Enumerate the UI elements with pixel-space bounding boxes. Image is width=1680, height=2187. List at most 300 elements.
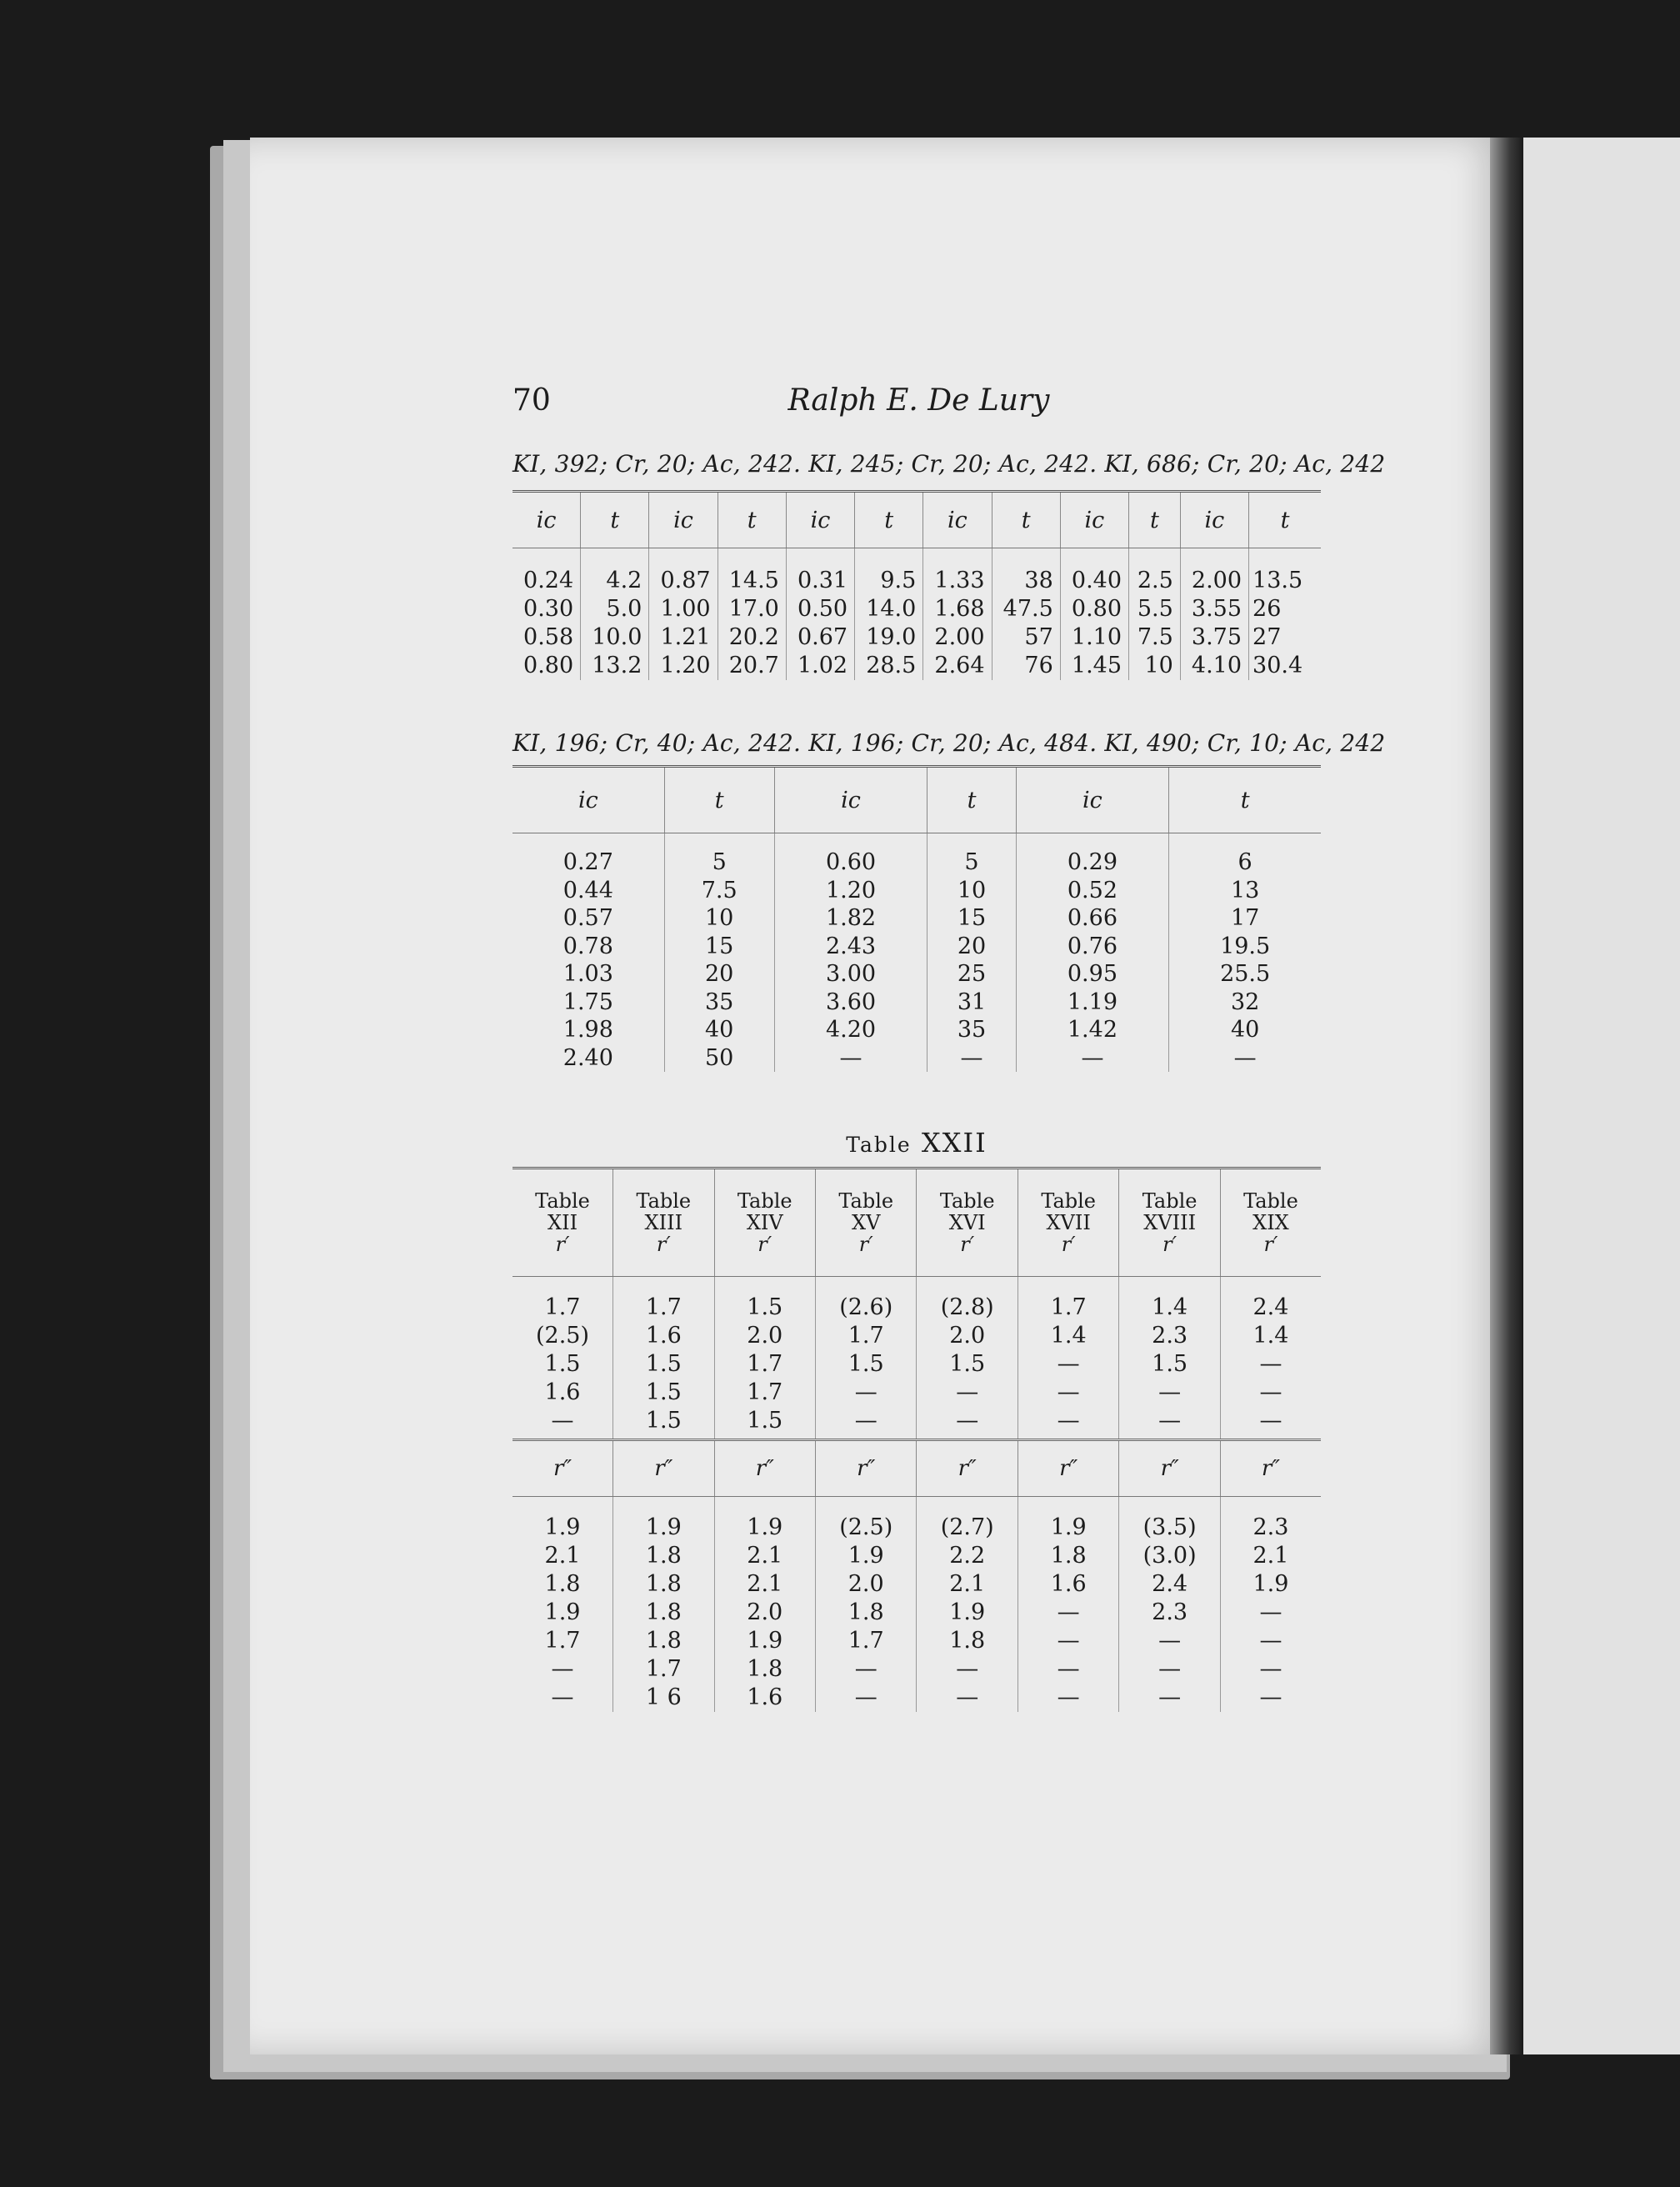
table1-cell: 0.40 bbox=[1060, 567, 1128, 595]
table2-cell: 0.52 bbox=[1016, 877, 1169, 905]
table22-cell: 1.7 bbox=[816, 1627, 917, 1655]
table1-cell: 2.00 bbox=[1180, 567, 1248, 595]
table22-cell: 2.1 bbox=[714, 1570, 815, 1599]
table2-caption: KI, 196; Cr, 40; Ac, 242. KI, 196; Cr, 20; Ac, 484. KI, 490; Cr, 10; Ac, 242 bbox=[512, 729, 1386, 757]
running-head: Ralph E. De Lury bbox=[788, 383, 1050, 418]
table22-cell: 1 6 bbox=[613, 1684, 714, 1712]
table22-r2-row bbox=[512, 1570, 1321, 1599]
table22-header-word: Table bbox=[636, 1189, 692, 1213]
table22-spacer-cell bbox=[1119, 1497, 1220, 1514]
table22-cell: 2.3 bbox=[1119, 1322, 1220, 1350]
table2-cell: 3.00 bbox=[774, 960, 928, 988]
page-number: 70 bbox=[512, 383, 551, 418]
table22-cell: — bbox=[1119, 1627, 1220, 1655]
table1-spacer-cell bbox=[992, 548, 1060, 568]
table1-cell: 13.5 bbox=[1252, 568, 1303, 593]
table22-header-word: Table bbox=[939, 1189, 995, 1213]
table1-cell: 10 bbox=[1129, 652, 1181, 680]
table22-cell: 1.6 bbox=[512, 1379, 613, 1407]
facing-page bbox=[1523, 138, 1680, 2054]
table22-cell: 1.5 bbox=[714, 1407, 815, 1435]
table1-cell: 2.00 bbox=[923, 623, 992, 652]
table22-cell: 2.4 bbox=[1252, 1294, 1289, 1320]
table1 bbox=[512, 490, 1321, 680]
table22-spacer-cell bbox=[613, 1497, 714, 1514]
table22-header-cell bbox=[1018, 1169, 1118, 1277]
table1-cell: 3.75 bbox=[1180, 623, 1248, 652]
table22-cell: 1.8 bbox=[613, 1627, 714, 1655]
table22-header-word: Table bbox=[1243, 1189, 1298, 1213]
table22-spacer-cell bbox=[816, 1277, 917, 1294]
table2-spacer-cell bbox=[1016, 833, 1169, 849]
table1-row bbox=[512, 595, 1321, 623]
table1-cell: 76 bbox=[992, 652, 1060, 680]
table22 bbox=[512, 1167, 1321, 1712]
table22-r1-row bbox=[512, 1407, 1321, 1435]
table1-cell: 1.45 bbox=[1060, 652, 1128, 680]
table22-cell: (2.7) bbox=[917, 1514, 1018, 1542]
table22-cell: 1.9 bbox=[714, 1627, 815, 1655]
table2-cell: 17 bbox=[1230, 905, 1260, 931]
table22-r2-label: r″ bbox=[714, 1440, 815, 1497]
table22-cell: 1.7 bbox=[512, 1294, 613, 1322]
table22-cell: 1.5 bbox=[613, 1379, 714, 1407]
table22-cell: — bbox=[816, 1407, 917, 1435]
table1-cell: 20.2 bbox=[718, 623, 786, 652]
table2-cell: 50 bbox=[664, 1044, 774, 1073]
table22-r1-label: r′ bbox=[858, 1233, 873, 1256]
table2-header-row bbox=[512, 767, 1321, 833]
table2-row bbox=[512, 877, 1321, 905]
table22-cell: — bbox=[512, 1684, 613, 1712]
table22-cell: 2.3 bbox=[1119, 1599, 1220, 1627]
table1-cell: 0.58 bbox=[512, 623, 581, 652]
table22-cell: 1.7 bbox=[816, 1322, 917, 1350]
table22-spacer-cell bbox=[512, 1497, 613, 1514]
table2-cell: 32 bbox=[1230, 988, 1260, 1015]
table22-title bbox=[512, 1127, 1321, 1159]
table22-cell: — bbox=[1119, 1684, 1220, 1712]
table22-cell: (2.5) bbox=[512, 1322, 613, 1350]
table22-cell: 1.9 bbox=[714, 1514, 815, 1542]
table1-cell: 13.2 bbox=[581, 652, 649, 680]
table22-r1-row bbox=[512, 1350, 1321, 1379]
table2-header-cell: ic bbox=[774, 767, 928, 833]
table22-cell: 1.8 bbox=[613, 1542, 714, 1570]
table1-cell: 1.68 bbox=[923, 595, 992, 623]
table22-r1-row bbox=[512, 1379, 1321, 1407]
table22-cell: — bbox=[1018, 1627, 1118, 1655]
table22-cell: (2.6) bbox=[816, 1294, 917, 1322]
table22-cell: 1.9 bbox=[613, 1514, 714, 1542]
table22-cell: 1.5 bbox=[1119, 1350, 1220, 1379]
table1-cell: 9.5 bbox=[855, 567, 923, 595]
table1-header-cell: t bbox=[992, 492, 1060, 548]
table2-cell: 19.5 bbox=[1220, 933, 1271, 959]
table22-header-cell bbox=[816, 1169, 917, 1277]
table22-cell: 1.5 bbox=[512, 1350, 613, 1379]
table22-cell: 1.9 bbox=[1252, 1571, 1289, 1597]
table22-cell: — bbox=[1259, 1599, 1282, 1625]
table22-r1-label: r′ bbox=[960, 1233, 975, 1256]
table1-header-cell: t bbox=[1129, 492, 1181, 548]
table1-header-cell: t bbox=[581, 492, 649, 548]
table1-spacer-cell bbox=[581, 548, 649, 568]
table22-r2-row bbox=[512, 1655, 1321, 1684]
table1-cell: 19.0 bbox=[855, 623, 923, 652]
table2-cell: 1.19 bbox=[1016, 988, 1169, 1017]
table2-cell: 1.20 bbox=[774, 877, 928, 905]
table22-cell: — bbox=[1018, 1599, 1118, 1627]
table22-spacer-cell bbox=[1119, 1277, 1220, 1294]
table2-cell: 0.57 bbox=[512, 904, 664, 933]
table22-cell: 1.8 bbox=[917, 1627, 1018, 1655]
table22-cell: 1.8 bbox=[512, 1570, 613, 1599]
table22-spacer-cell bbox=[613, 1277, 714, 1294]
table1-header-cell: ic bbox=[923, 492, 992, 548]
table2-cell: 1.03 bbox=[512, 960, 664, 988]
table22-cell: 1.4 bbox=[1252, 1323, 1289, 1349]
table22-r2-label: r″ bbox=[512, 1440, 613, 1497]
table22-spacer bbox=[512, 1277, 1321, 1294]
table2-cell: — bbox=[774, 1044, 928, 1073]
table22-cell: — bbox=[1018, 1655, 1118, 1684]
table2-cell: 3.60 bbox=[774, 988, 928, 1017]
table1-spacer-cell bbox=[923, 548, 992, 568]
table22-cell: 1.9 bbox=[512, 1599, 613, 1627]
table22-header-cell bbox=[613, 1169, 714, 1277]
table1-cell: 0.87 bbox=[649, 567, 718, 595]
table1-cell: 0.30 bbox=[512, 595, 581, 623]
table2-cell: 0.44 bbox=[512, 877, 664, 905]
table22-spacer-cell bbox=[917, 1277, 1018, 1294]
table1-cell: 0.31 bbox=[786, 567, 854, 595]
table1-cell: 2.64 bbox=[923, 652, 992, 680]
table22-cell: 1.5 bbox=[613, 1350, 714, 1379]
table1-cell: 10.0 bbox=[581, 623, 649, 652]
table22-cell: 1.8 bbox=[714, 1655, 815, 1684]
table1-cell: 1.33 bbox=[923, 567, 992, 595]
table22-cell: 2.0 bbox=[714, 1322, 815, 1350]
table22-cell: (2.8) bbox=[917, 1294, 1018, 1322]
table22-r2-row bbox=[512, 1542, 1321, 1570]
table2-cell: 1.42 bbox=[1016, 1016, 1169, 1044]
table22-r2-row bbox=[512, 1684, 1321, 1712]
table22-spacer-cell bbox=[714, 1277, 815, 1294]
table22-cell: — bbox=[917, 1684, 1018, 1712]
table22-spacer-cell bbox=[1220, 1497, 1321, 1514]
table2-cell: 13 bbox=[1230, 877, 1260, 903]
table22-cell: 2.4 bbox=[1119, 1570, 1220, 1599]
table22-cell: 2.0 bbox=[714, 1599, 815, 1627]
table1-cell: 17.0 bbox=[718, 595, 786, 623]
table2-cell: 1.98 bbox=[512, 1016, 664, 1044]
table22-spacer-cell bbox=[917, 1497, 1018, 1514]
table2-cell: 1.82 bbox=[774, 904, 928, 933]
table22-cell: 2.1 bbox=[512, 1542, 613, 1570]
table2-cell: 2.40 bbox=[512, 1044, 664, 1073]
table22-header-row bbox=[512, 1169, 1321, 1277]
table22-spacer-cell bbox=[512, 1277, 613, 1294]
table22-header-word: Table bbox=[1041, 1189, 1097, 1213]
table22-cell: 1.5 bbox=[714, 1294, 815, 1322]
table22-cell: 1.8 bbox=[613, 1599, 714, 1627]
table22-cell: — bbox=[917, 1379, 1018, 1407]
table2-cell: 40 bbox=[664, 1016, 774, 1044]
table1-spacer-cell bbox=[855, 548, 923, 568]
table22-cell: 1.6 bbox=[613, 1322, 714, 1350]
table22-cell: — bbox=[816, 1655, 917, 1684]
table22-cell: — bbox=[512, 1407, 613, 1435]
table22-cell: (3.0) bbox=[1119, 1542, 1220, 1570]
table22-r2-label: r″ bbox=[1018, 1440, 1118, 1497]
table1-cell: 1.10 bbox=[1060, 623, 1128, 652]
table2-cell: 0.78 bbox=[512, 933, 664, 961]
table22-cell: — bbox=[1259, 1656, 1282, 1682]
table22-header-cell bbox=[917, 1169, 1018, 1277]
table22-header-numeral: XV bbox=[852, 1211, 881, 1234]
table1-cell: 30.4 bbox=[1252, 653, 1303, 678]
table2-cell: 2.43 bbox=[774, 933, 928, 961]
table2-cell: 40 bbox=[1230, 1017, 1260, 1043]
table1-cell: 4.2 bbox=[581, 567, 649, 595]
table2-cell: 15 bbox=[928, 904, 1016, 933]
table2-header-cell: t bbox=[928, 767, 1016, 833]
table2-cell: 0.76 bbox=[1016, 933, 1169, 961]
table22-cell: 1.9 bbox=[512, 1514, 613, 1542]
table1-cell: 4.10 bbox=[1180, 652, 1248, 680]
table22-cell: — bbox=[512, 1655, 613, 1684]
table22-spacer-cell bbox=[714, 1497, 815, 1514]
table1-cell: 57 bbox=[992, 623, 1060, 652]
table2-spacer-cell bbox=[774, 833, 928, 849]
table22-cell: 1.5 bbox=[816, 1350, 917, 1379]
table2-header-cell: t bbox=[664, 767, 774, 833]
table22-cell: — bbox=[917, 1407, 1018, 1435]
table2-spacer bbox=[512, 833, 1321, 849]
book-spine bbox=[1490, 138, 1523, 2054]
table22-header-numeral: XIX bbox=[1252, 1211, 1289, 1234]
table2-cell: 1.75 bbox=[512, 988, 664, 1017]
table2-cell: 0.29 bbox=[1016, 848, 1169, 877]
table1-row bbox=[512, 567, 1321, 595]
table2-spacer-cell bbox=[928, 833, 1016, 849]
table22-cell: 1.8 bbox=[816, 1599, 917, 1627]
table1-header-cell: ic bbox=[1180, 492, 1248, 548]
table1-spacer bbox=[512, 548, 1321, 568]
table2-cell: 5 bbox=[664, 848, 774, 877]
table1-cell: 1.21 bbox=[649, 623, 718, 652]
table22-title-word: Table bbox=[846, 1133, 912, 1157]
table1-header-cell: ic bbox=[1060, 492, 1128, 548]
table1-spacer-cell bbox=[649, 548, 718, 568]
table22-header-cell bbox=[714, 1169, 815, 1277]
table2-row bbox=[512, 904, 1321, 933]
table22-cell: — bbox=[1018, 1684, 1118, 1712]
table22-header-word: Table bbox=[535, 1189, 590, 1213]
table22-cell: (2.5) bbox=[816, 1514, 917, 1542]
table22-header-word: Table bbox=[838, 1189, 894, 1213]
table22-spacer-cell bbox=[1018, 1277, 1118, 1294]
table22-spacer-cell bbox=[816, 1497, 917, 1514]
table22-cell: 2.0 bbox=[816, 1570, 917, 1599]
table22-cell: — bbox=[1119, 1407, 1220, 1435]
table22-r2-row bbox=[512, 1514, 1321, 1542]
table2-row bbox=[512, 960, 1321, 988]
table1-cell: 0.80 bbox=[1060, 595, 1128, 623]
table2-header-cell: ic bbox=[512, 767, 664, 833]
table1-cell: 1.02 bbox=[786, 652, 854, 680]
table1-cell: 20.7 bbox=[718, 652, 786, 680]
table1-row bbox=[512, 652, 1321, 680]
table2-cell: 10 bbox=[664, 904, 774, 933]
table22-cell: 1.9 bbox=[1018, 1514, 1118, 1542]
table22-cell: 1.8 bbox=[1018, 1542, 1118, 1570]
table22-cell: — bbox=[1259, 1628, 1282, 1654]
table1-cell: 38 bbox=[992, 567, 1060, 595]
table22-header-word: Table bbox=[1142, 1189, 1198, 1213]
table22-cell: 1.6 bbox=[1018, 1570, 1118, 1599]
table1-cell: 1.00 bbox=[649, 595, 718, 623]
table2-row bbox=[512, 1016, 1321, 1044]
table2-cell: 0.60 bbox=[774, 848, 928, 877]
table2-spacer-cell bbox=[512, 833, 664, 849]
table22-cell: 1.7 bbox=[1018, 1294, 1118, 1322]
table1-caption: KI, 392; Cr, 20; Ac, 242. KI, 245; Cr, 20; Ac, 242. KI, 686; Cr, 20; Ac, 242 bbox=[512, 450, 1386, 478]
table2-cell: — bbox=[1233, 1044, 1257, 1071]
table1-cell: 14.0 bbox=[855, 595, 923, 623]
table22-r1-label: r′ bbox=[1263, 1233, 1278, 1256]
table22-cell: 2.1 bbox=[917, 1570, 1018, 1599]
table22-r2-label: r″ bbox=[613, 1440, 714, 1497]
table2-cell: 25 bbox=[928, 960, 1016, 988]
table1-header-cell: t bbox=[1249, 492, 1321, 548]
table2-cell: 20 bbox=[664, 960, 774, 988]
table1-spacer-cell bbox=[1249, 548, 1321, 568]
table22-cell: — bbox=[1018, 1379, 1118, 1407]
table22-spacer-cell bbox=[1018, 1497, 1118, 1514]
table2-header-cell: ic bbox=[1016, 767, 1169, 833]
table22-header-numeral: XIV bbox=[746, 1211, 783, 1234]
table22-r2-row bbox=[512, 1627, 1321, 1655]
table1-spacer-cell bbox=[1129, 548, 1181, 568]
table1-cell: 0.24 bbox=[512, 567, 581, 595]
table22-cell: 1.6 bbox=[714, 1684, 815, 1712]
table22-cell: — bbox=[1259, 1351, 1282, 1377]
table1-cell: 0.50 bbox=[786, 595, 854, 623]
table22-cell: — bbox=[1259, 1684, 1282, 1710]
table22-r1-label: r′ bbox=[656, 1233, 671, 1256]
table2-cell: 31 bbox=[928, 988, 1016, 1017]
table22-header-cell bbox=[512, 1169, 613, 1277]
table22-cell: 1.9 bbox=[917, 1599, 1018, 1627]
table22-title-numeral: XXII bbox=[921, 1127, 988, 1159]
table1-cell: 26 bbox=[1252, 596, 1282, 622]
table2-spacer-cell bbox=[1169, 833, 1321, 849]
table22-cell: 1.5 bbox=[917, 1350, 1018, 1379]
table1-spacer-cell bbox=[512, 548, 581, 568]
table22-r2-row bbox=[512, 1599, 1321, 1627]
table2-cell: 25.5 bbox=[1220, 961, 1271, 987]
table22-cell: 1.7 bbox=[512, 1627, 613, 1655]
table22-header-word: Table bbox=[737, 1189, 792, 1213]
table2-row bbox=[512, 1044, 1321, 1073]
table22-cell: (3.5) bbox=[1119, 1514, 1220, 1542]
table1-spacer-cell bbox=[1060, 548, 1128, 568]
table1-header-row bbox=[512, 492, 1321, 548]
table2-cell: — bbox=[928, 1044, 1016, 1073]
table2-cell: 6 bbox=[1238, 849, 1252, 875]
table1-spacer-cell bbox=[786, 548, 854, 568]
table1-cell: 5.0 bbox=[581, 595, 649, 623]
table22-cell: 1.9 bbox=[816, 1542, 917, 1570]
table22-cell: 1.5 bbox=[613, 1407, 714, 1435]
table22-header-numeral: XII bbox=[548, 1211, 578, 1234]
table22-r2-label: r″ bbox=[816, 1440, 917, 1497]
table2-cell: — bbox=[1016, 1044, 1169, 1073]
table22-header-numeral: XIII bbox=[644, 1211, 683, 1234]
table22-header-cell bbox=[1220, 1169, 1321, 1277]
table22-cell: — bbox=[816, 1684, 917, 1712]
table22-r2-label: r″ bbox=[917, 1440, 1018, 1497]
table22-cell: 1.7 bbox=[613, 1294, 714, 1322]
table22-r1-row bbox=[512, 1322, 1321, 1350]
table22-cell: 2.1 bbox=[714, 1542, 815, 1570]
table1-header-cell: t bbox=[718, 492, 786, 548]
table2-cell: 20 bbox=[928, 933, 1016, 961]
table2-cell: 5 bbox=[928, 848, 1016, 877]
page-header bbox=[512, 383, 1325, 425]
table1-cell: 5.5 bbox=[1129, 595, 1181, 623]
table2-cell: 0.66 bbox=[1016, 904, 1169, 933]
table2-row bbox=[512, 933, 1321, 961]
table22-r2-label: r″ bbox=[1220, 1440, 1321, 1497]
table22-header-numeral: XVIII bbox=[1143, 1211, 1197, 1234]
table22-cell: 2.0 bbox=[917, 1322, 1018, 1350]
table22-r1-row bbox=[512, 1294, 1321, 1322]
table1-cell: 47.5 bbox=[992, 595, 1060, 623]
table2-row bbox=[512, 848, 1321, 877]
table1-cell: 27 bbox=[1252, 624, 1282, 650]
table2-row bbox=[512, 988, 1321, 1017]
table2-spacer-cell bbox=[664, 833, 774, 849]
table22-spacer-cell bbox=[1220, 1277, 1321, 1294]
table1-cell: 0.80 bbox=[512, 652, 581, 680]
table22-cell: — bbox=[1018, 1350, 1118, 1379]
table22-cell: 1.7 bbox=[613, 1655, 714, 1684]
table22-header-cell bbox=[1119, 1169, 1220, 1277]
table22-cell: 2.2 bbox=[917, 1542, 1018, 1570]
table2 bbox=[512, 765, 1321, 1072]
table22-cell: — bbox=[917, 1655, 1018, 1684]
table2-cell: 7.5 bbox=[664, 877, 774, 905]
table1-cell: 0.67 bbox=[786, 623, 854, 652]
table22-cell: — bbox=[1259, 1408, 1282, 1434]
table22-cell: — bbox=[816, 1379, 917, 1407]
table1-spacer-cell bbox=[718, 548, 786, 568]
table22-r1-label: r′ bbox=[758, 1233, 772, 1256]
table2-cell: 0.27 bbox=[512, 848, 664, 877]
table1-cell: 1.20 bbox=[649, 652, 718, 680]
table22-cell: 2.1 bbox=[1252, 1543, 1289, 1569]
table22-r1-label: r′ bbox=[1061, 1233, 1076, 1256]
table22-cell: 1.7 bbox=[714, 1350, 815, 1379]
table22-r1-label: r′ bbox=[1162, 1233, 1178, 1256]
table22-cell: — bbox=[1018, 1407, 1118, 1435]
table22-r1-label: r′ bbox=[555, 1233, 570, 1256]
table2-header-cell: t bbox=[1169, 767, 1321, 833]
table2-cell: 4.20 bbox=[774, 1016, 928, 1044]
